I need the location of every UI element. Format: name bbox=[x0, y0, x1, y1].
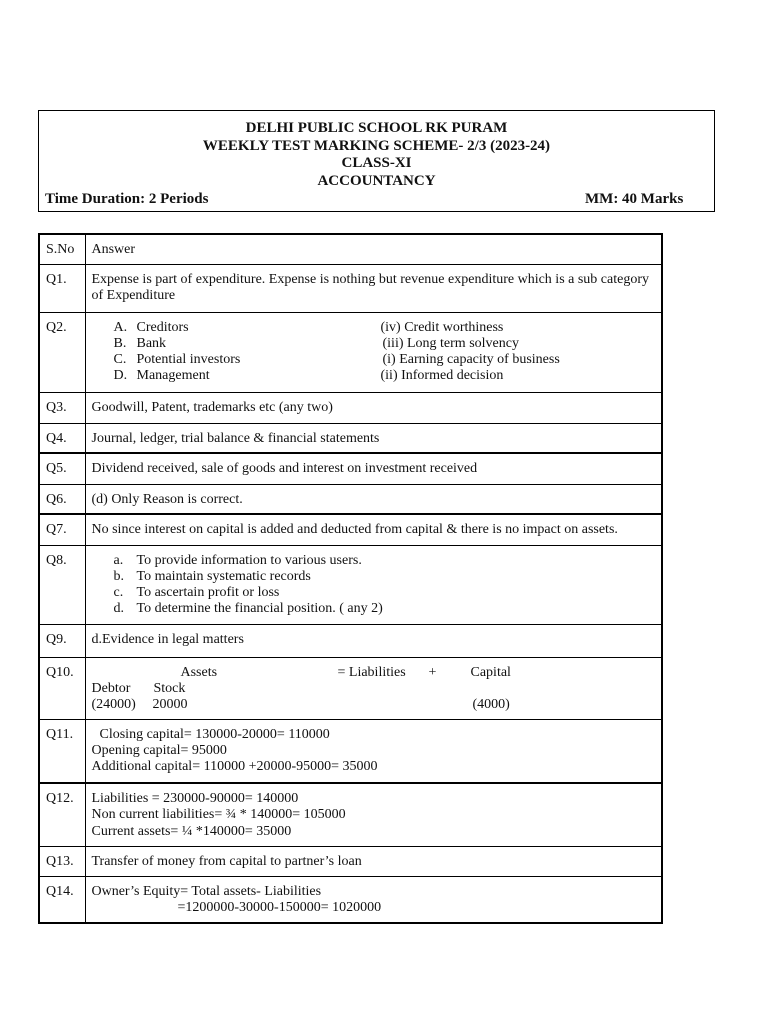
question-number: Q5. bbox=[39, 453, 85, 484]
test-title: WEEKLY TEST MARKING SCHEME- 2/3 (2023-24) bbox=[202, 138, 551, 154]
list-item bbox=[92, 352, 656, 368]
table-row bbox=[39, 783, 662, 846]
table-row bbox=[39, 846, 662, 876]
item-match: (iv) Credit worthiness bbox=[380, 319, 504, 335]
item-match: (iii) Long term solvency bbox=[382, 335, 519, 351]
question-number: Q6. bbox=[39, 484, 85, 514]
item-text: To maintain systematic records bbox=[136, 568, 311, 584]
answer-lines bbox=[85, 783, 662, 846]
item-match: (i) Earning capacity of business bbox=[382, 352, 560, 368]
answer-line: Liabilities = 230000-90000= 140000 bbox=[91, 791, 299, 806]
header-box bbox=[38, 110, 715, 212]
answer-text: d.Evidence in legal matters bbox=[85, 624, 662, 657]
accounting-equation bbox=[85, 657, 662, 719]
table-row bbox=[39, 312, 662, 392]
question-number: Q12. bbox=[39, 783, 85, 846]
table-header-row bbox=[39, 234, 662, 264]
list-item bbox=[92, 336, 656, 352]
school-name: DELHI PUBLIC SCHOOL RK PURAM bbox=[245, 120, 508, 136]
answer-text: No since interest on capital is added and deducted from capital & there is no impact on assets. bbox=[85, 514, 662, 545]
equation-stock-value: 20000 bbox=[152, 697, 188, 713]
subject-label: ACCOUNTANCY bbox=[317, 173, 436, 189]
question-number: Q7. bbox=[39, 514, 85, 545]
answer-line: Owner’s Equity= Total assets- Liabilities bbox=[91, 883, 322, 899]
question-number: Q8. bbox=[39, 545, 85, 624]
question-number: Q3. bbox=[39, 392, 85, 423]
question-number: Q4. bbox=[39, 423, 85, 453]
table-row bbox=[39, 453, 662, 484]
time-duration: Time Duration: 2 Periods bbox=[45, 191, 209, 207]
equation-liabilities: = Liabilities bbox=[337, 664, 406, 680]
answer-text: (d) Only Reason is correct. bbox=[85, 484, 662, 514]
item-text: Bank bbox=[136, 335, 167, 351]
column-header-answer: Answer bbox=[85, 234, 662, 264]
answer-text: Journal, ledger, trial balance & financial statements bbox=[85, 423, 662, 453]
table-row bbox=[39, 392, 662, 423]
equation-debtor-value: (24000) bbox=[91, 697, 136, 713]
answer-line: Closing capital= 130000-20000= 110000 bbox=[99, 726, 330, 742]
answer-text: Transfer of money from capital to partner’s loan bbox=[85, 846, 662, 876]
table-row bbox=[39, 657, 662, 719]
table-row bbox=[39, 264, 662, 312]
item-match: (ii) Informed decision bbox=[380, 368, 504, 384]
answer-match-list bbox=[85, 312, 662, 392]
item-label: a. bbox=[113, 552, 124, 568]
answer-line: Additional capital= 110000 +20000-95000= 35000 bbox=[91, 759, 378, 775]
list-item bbox=[92, 601, 656, 617]
equation-plus: + bbox=[428, 664, 437, 680]
answer-line: Opening capital= 95000 bbox=[91, 742, 227, 758]
table-row bbox=[39, 876, 662, 923]
equation-assets: Assets bbox=[180, 664, 218, 680]
equation-debtor: Debtor bbox=[91, 680, 131, 696]
table-row bbox=[39, 719, 662, 783]
item-label: B. bbox=[113, 335, 127, 351]
item-text: Potential investors bbox=[136, 352, 241, 368]
answer-lines bbox=[85, 719, 662, 783]
item-label: D. bbox=[113, 368, 128, 384]
question-number: Q14. bbox=[39, 876, 85, 923]
list-item bbox=[92, 569, 656, 585]
item-label: A. bbox=[113, 319, 128, 335]
answer-line: Current assets= ¼ *140000= 35000 bbox=[91, 823, 292, 839]
item-label: b. bbox=[113, 568, 124, 584]
question-number: Q9. bbox=[39, 624, 85, 657]
item-label: C. bbox=[113, 352, 127, 368]
answer-line: Non current liabilities= ¾ * 140000= 105000 bbox=[91, 807, 346, 823]
equation-capital-value: (4000) bbox=[472, 697, 510, 713]
list-item bbox=[92, 585, 656, 601]
item-text: Creditors bbox=[136, 319, 189, 335]
equation-capital: Capital bbox=[470, 664, 511, 680]
column-header-sno: S.No bbox=[39, 234, 85, 264]
question-number: Q1. bbox=[39, 264, 85, 312]
question-number: Q10. bbox=[39, 657, 85, 719]
answer-lines bbox=[85, 876, 662, 923]
item-label: d. bbox=[113, 601, 124, 617]
item-label: c. bbox=[113, 585, 124, 601]
item-text: Management bbox=[136, 368, 210, 384]
answer-list bbox=[85, 545, 662, 624]
answer-line: =1200000-30000-150000= 1020000 bbox=[177, 899, 382, 915]
answer-text: Expense is part of expenditure. Expense is nothing but revenue expenditure which is a sub category of Expenditure bbox=[85, 264, 662, 312]
class-label: CLASS-XI bbox=[341, 155, 412, 171]
item-text: To ascertain profit or loss bbox=[136, 585, 280, 601]
question-number: Q13. bbox=[39, 846, 85, 876]
item-text: To determine the financial position. ( any 2) bbox=[136, 601, 383, 617]
table-row bbox=[39, 484, 662, 514]
answer-text: Dividend received, sale of goods and interest on investment received bbox=[85, 453, 662, 484]
list-item bbox=[92, 320, 656, 336]
table-row bbox=[39, 624, 662, 657]
question-number: Q2. bbox=[39, 312, 85, 392]
answer-table bbox=[38, 233, 663, 924]
equation-stock: Stock bbox=[153, 680, 186, 696]
item-text: To provide information to various users. bbox=[136, 552, 362, 568]
list-item bbox=[92, 553, 656, 569]
table-row bbox=[39, 545, 662, 624]
max-marks: MM: 40 Marks bbox=[585, 191, 684, 207]
list-item bbox=[92, 368, 656, 384]
question-number: Q11. bbox=[39, 719, 85, 783]
table-row bbox=[39, 514, 662, 545]
table-row bbox=[39, 423, 662, 453]
answer-text: Goodwill, Patent, trademarks etc (any two) bbox=[85, 392, 662, 423]
